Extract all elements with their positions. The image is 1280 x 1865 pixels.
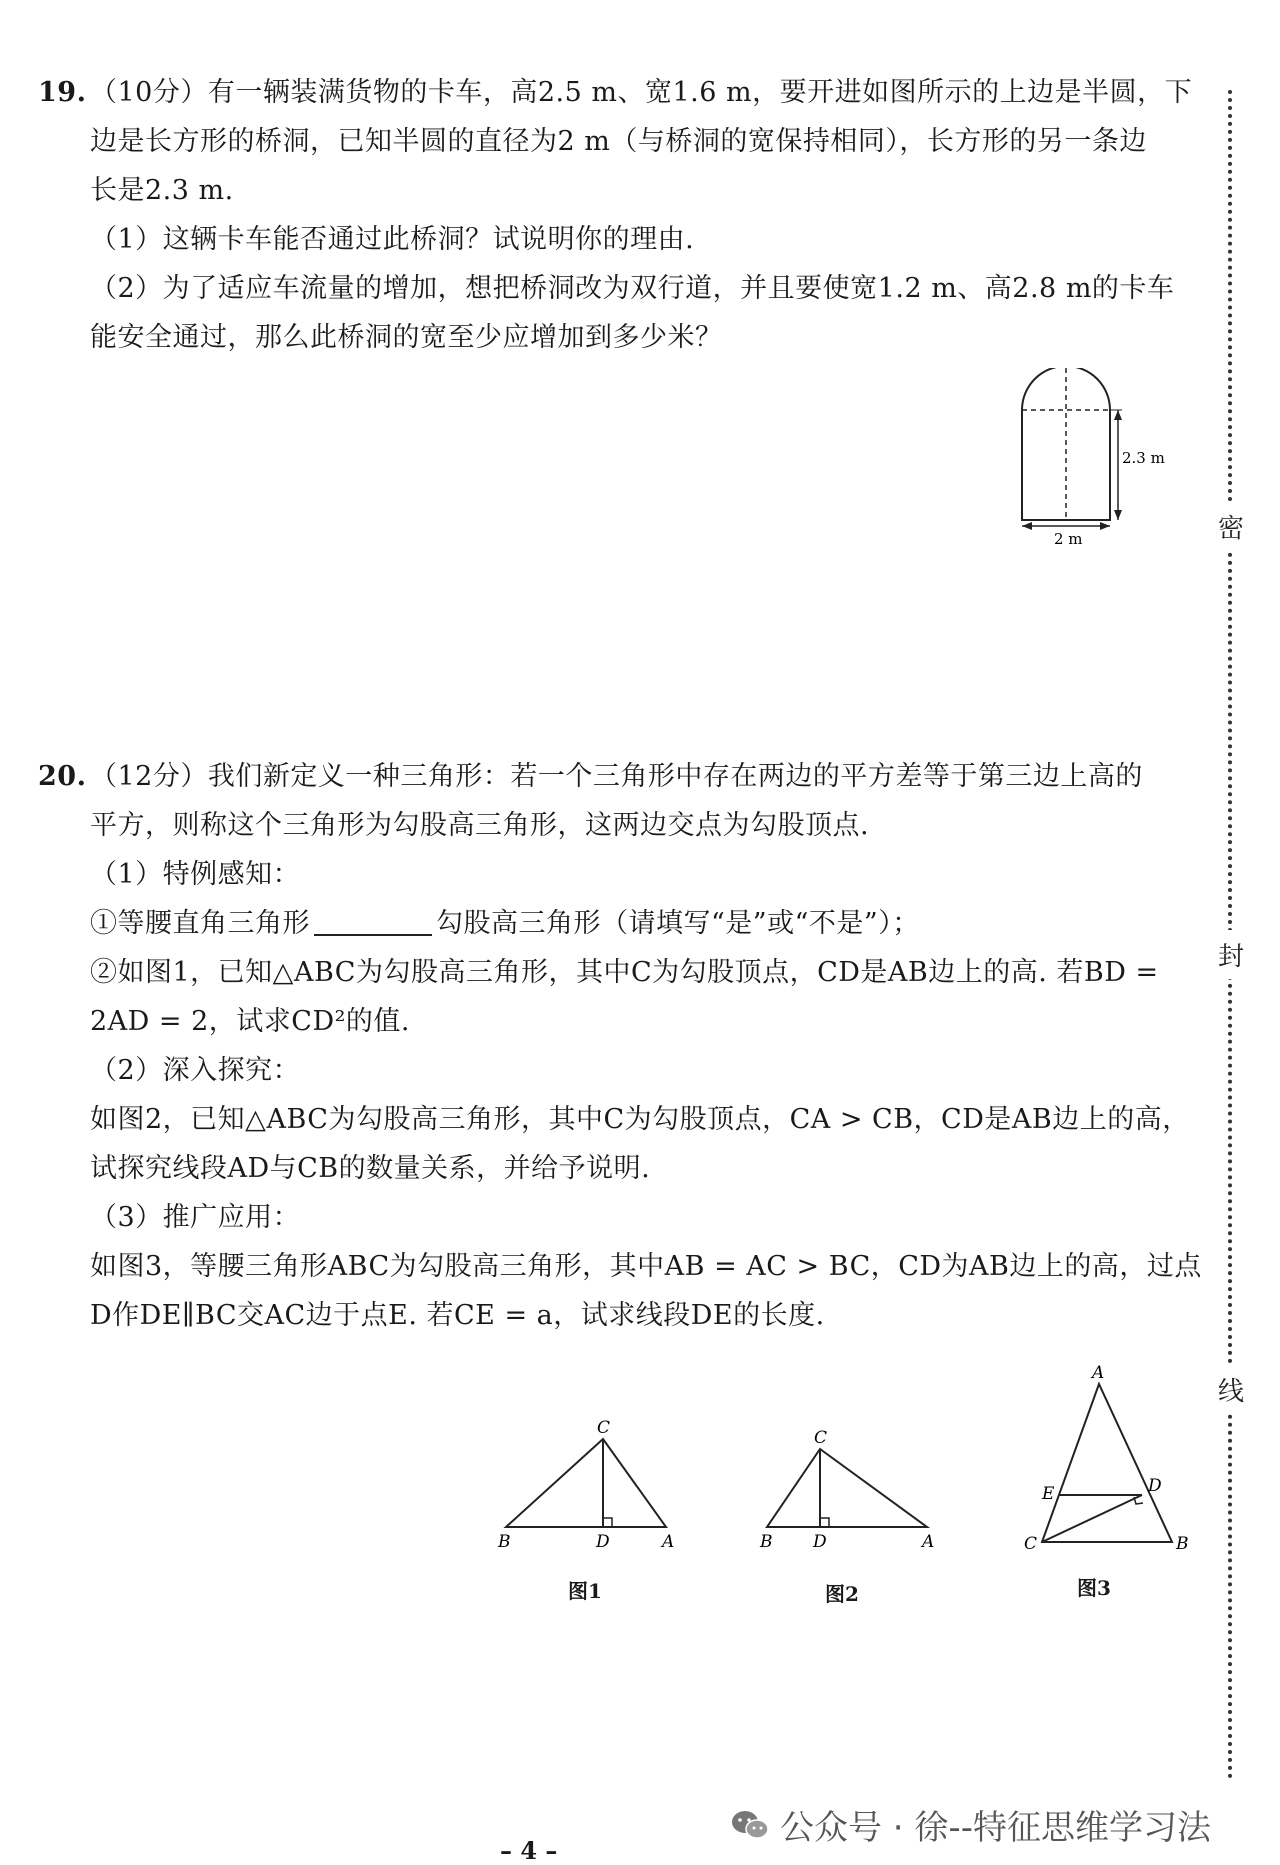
problem-number: 20. (38, 761, 87, 792)
question-2-line-1: （2）为了适应车流量的增加，想把桥洞改为双行道，并且要使宽1.2 m、高2.8 m的卡车 (90, 273, 1175, 304)
binding-char-feng: 封 (1214, 930, 1248, 979)
part-2-title: （2）深入探究： (90, 1055, 301, 1086)
label-b: B (1176, 1534, 1189, 1554)
problem-19 (38, 68, 1193, 362)
label-c: C (814, 1428, 828, 1448)
part-2-line-1: 如图2，已知△ABC为勾股高三角形，其中C为勾股顶点，CA > CB，CD是AB边上的高， (90, 1104, 1190, 1135)
triangle-abc (767, 1449, 927, 1527)
part-3-title: （3）推广应用： (90, 1202, 301, 1233)
arrow-up (1114, 410, 1122, 420)
part-1-b-line-2: 2AD = 2，试求CD²的值. (90, 1006, 411, 1037)
label-a: A (1092, 1363, 1105, 1383)
problem-19-line-1 (38, 68, 1193, 117)
label-a: A (922, 1532, 935, 1552)
bridge-diagram (1010, 368, 1190, 548)
part-3-line-2: D作DE∥BC交AC边于点E. 若CE = a，试求线段DE的长度. (90, 1300, 825, 1331)
figure-3 (1012, 1358, 1202, 1563)
arrow-right (1100, 522, 1110, 530)
part-1-a-text-2: 勾股高三角形（请填写“是”或“不是”）； (436, 908, 920, 939)
label-e: E (1042, 1484, 1055, 1504)
figure-2 (752, 1423, 942, 1563)
question-2-line-2: 能安全通过，那么此桥洞的宽至少应增加到多少米？ (90, 322, 723, 353)
arrow-down (1114, 510, 1122, 520)
problem-20 (38, 752, 1202, 1340)
problem-text: （12分）我们新定义一种三角形：若一个三角形中存在两边的平方差等于第三边上高的 (90, 761, 1143, 792)
figure-3-caption: 图3 (1077, 1576, 1111, 1600)
label-c: C (597, 1418, 611, 1438)
figure-1-triangle (490, 1410, 690, 1560)
wechat-watermark (730, 1800, 1211, 1849)
part-1-a-text: ①等腰直角三角形 (90, 908, 310, 939)
triangle-abc (1042, 1384, 1172, 1542)
watermark-text: 公众号 · 徐--特征思维学习法 (780, 1808, 1211, 1848)
problem-text: 平方，则称这个三角形为勾股高三角形，这两边交点为勾股顶点. (90, 810, 870, 841)
wechat-icon (730, 1808, 770, 1842)
answer-blank[interactable] (314, 908, 432, 936)
label-d: D (1148, 1476, 1162, 1496)
height-label: 2.3 m (1122, 449, 1165, 467)
right-angle-mark (820, 1518, 829, 1527)
label-c: C (1024, 1534, 1038, 1554)
right-angle-mark (603, 1518, 612, 1527)
part-1-b-line-1: ②如图1，已知△ABC为勾股高三角形，其中C为勾股顶点，CD是AB边上的高. 若BD = (90, 957, 1159, 988)
figure-3-triangle (1012, 1358, 1202, 1563)
label-d: D (813, 1532, 827, 1552)
binding-char-xian: 线 (1214, 1365, 1248, 1414)
arrow-left (1022, 522, 1032, 530)
figure-2-caption: 图2 (825, 1582, 859, 1606)
width-label: 2 m (1054, 530, 1083, 548)
label-a: A (662, 1532, 675, 1552)
figure-1-caption: 图1 (568, 1579, 602, 1603)
problem-text: （10分）有一辆装满货物的卡车，高2.5 m、宽1.6 m，要开进如图所示的上边是半圆，下 (90, 77, 1193, 108)
part-3-line-1: 如图3，等腰三角形ABC为勾股高三角形，其中AB = AC > BC，CD为AB边上的高，过点 (90, 1251, 1202, 1282)
problem-number: 19. (38, 77, 87, 108)
binding-char-mi: 密 (1214, 502, 1248, 551)
label-b: B (498, 1532, 511, 1552)
label-b: B (760, 1532, 773, 1552)
question-1: （1）这辆卡车能否通过此桥洞？试说明你的理由. (90, 224, 695, 255)
label-d: D (596, 1532, 610, 1552)
page-number: – 4 – (500, 1836, 558, 1865)
triangle-abc (506, 1439, 666, 1527)
problem-20-line-1 (38, 752, 1178, 801)
part-1-a (38, 899, 1178, 948)
problem-text: 边是长方形的桥洞，已知半圆的直径为2 m（与桥洞的宽保持相同），长方形的另一条边 (90, 126, 1147, 157)
problem-text: 长是2.3 m. (90, 175, 234, 206)
bridge-figure (1010, 368, 1190, 548)
part-1-title: （1）特例感知： (90, 859, 301, 890)
figure-2-triangle (752, 1423, 942, 1563)
figure-1 (490, 1410, 690, 1560)
part-2-line-2: 试探究线段AD与CB的数量关系，并给予说明. (90, 1153, 651, 1184)
